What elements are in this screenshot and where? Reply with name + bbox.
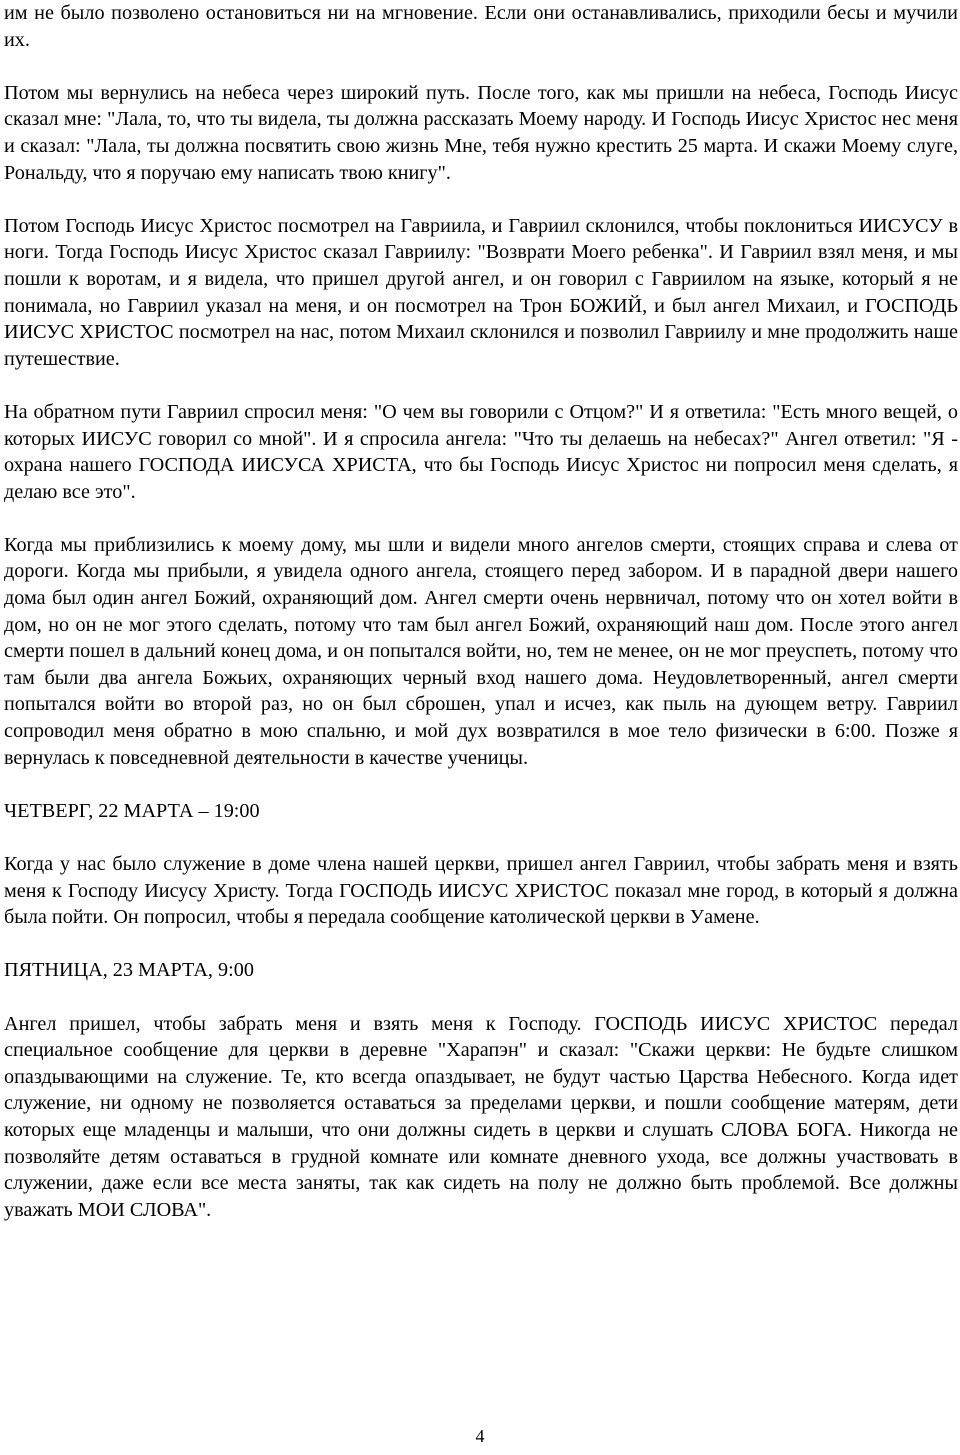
paragraph-spacer (4, 505, 958, 532)
paragraph-3: Потом Господь Иисус Христос посмотрел на Гавриила, и Гавриил склонился, чтобы поклониться ИИСУСУ в ноги. Тогда Господь Иисус Христос сказал Гавриилу: "Возврати Моего ребенка". И Гавриил взял меня, и мы пошли к воротам, и я видела, что пришел другой ангел, и он говорил с Гавриилом на языке, который я не понимала, но Гавриил указал на меня, и он посмотрел на Трон БОЖИЙ, и был ангел Михаил, и ГОСПОДЬ ИИСУС ХРИСТОС посмотрел на нас, потом Михаил склонился и позволил Гавриилу и мне продолжить наше путешествие. (4, 214, 958, 370)
section-heading-thursday: ЧЕТВЕРГ, 22 МАРТА – 19:00 (4, 799, 260, 822)
paragraph-7: Ангел пришел, чтобы забрать меня и взять меня к Господу. ГОСПОДЬ ИИСУС ХРИСТОС передал специальное сообщение для церкви в деревне "Харапэн" и сказал: "Скажи церкви: Не будьте слишком опаздывающими на служение. Те, кто всегда опаздывает, не будут частью Царства Небесного. Когда идет служение, ни одному не позволяется оставаться за пределами церкви, и пошли сообщение матерям, дети которых еще младенцы и малыши, что они должны сидеть в церкви и слушать СЛОВА БОГА. Никогда не позволяйте детям оставаться в грудной комнате или комнате дневного ухода, все должны участвовать в служении, даже если все места заняты, так как сидеть на полу не должно быть проблемой. Все должны уважать МОИ СЛОВА". (4, 1012, 958, 1221)
section-heading-friday: ПЯТНИЦА, 23 МАРТА, 9:00 (4, 959, 254, 982)
paragraph-spacer (4, 931, 958, 958)
paragraph-spacer (4, 53, 958, 80)
paragraph-spacer (4, 186, 958, 213)
paragraph-6: Когда у нас было служение в доме члена нашей церкви, пришел ангел Гавриил, чтобы забрать меня и взять меня к Господу Иисусу Христу. Тогда ГОСПОДЬ ИИСУС ХРИСТОС показал мне город, в который я должна была пойти. Он попросил, чтобы я передала сообщение католической церкви в Уамене. (4, 853, 958, 929)
page-number: 4 (475, 1426, 485, 1446)
paragraph-spacer (4, 824, 958, 851)
paragraph-1: им не было позволено остановиться ни на мгновение. Если они останавливались, приходили бесы и мучили их. (4, 2, 958, 51)
paragraph-2: Потом мы вернулись на небеса через широкий путь. После того, как мы пришли на небеса, Господь Иисус сказал мне: "Лала, то, что ты видела, ты должна рассказать Моему народу. И Господь Иисус Христос нес меня и сказал: "Лала, ты должна посвятить свою жизнь Мне, тебя нужно крестить 25 марта. И скажи Моему слуге, Рональду, что я поручаю ему написать твою книгу". (4, 81, 958, 184)
paragraph-5: Когда мы приблизились к моему дому, мы шли и видели много ангелов смерти, стоящих справа и слева от дороги. Когда мы прибыли, я увидела одного ангела, стоящего перед забором. И в парадной двери нашего дома был один ангел Божий, охраняющий дом. Ангел смерти очень нервничал, потому что он хотел войти в дом, но он не мог этого сделать, потому что там был ангел Божий, охраняющий наш дом. После этого ангел смерти пошел в дальний конец дома, и он попытался войти, но, тем не менее, он не мог преуспеть, потому что там были два ангела Божьих, охраняющих черный вход нашего дома. Неудовлетворенный, ангел смерти попытался войти во второй раз, но он был сброшен, упал и исчез, как пыль на дующем ветру. Гавриил сопроводил меня обратно в мою спальню, и мой дух возвратился в мое тело физически в 6:00. Позже я вернулась к повседневной деятельности в качестве ученицы. (4, 533, 958, 769)
paragraph-spacer (4, 984, 958, 1011)
paragraph-spacer (4, 771, 958, 798)
paragraph-4: На обратном пути Гавриил спросил меня: "О чем вы говорили с Отцом?" И я ответила: "Есть много вещей, о которых ИИСУС говорил со мной". И я спросила ангела: "Что ты делаешь на небесах?" Ангел ответил: "Я - охрана нашего ГОСПОДА ИИСУСА ХРИСТА, что бы Господь Иисус Христос ни попросил меня сделать, я делаю все это". (4, 400, 958, 503)
document-page (4, 0, 958, 1223)
paragraph-spacer (4, 372, 958, 399)
